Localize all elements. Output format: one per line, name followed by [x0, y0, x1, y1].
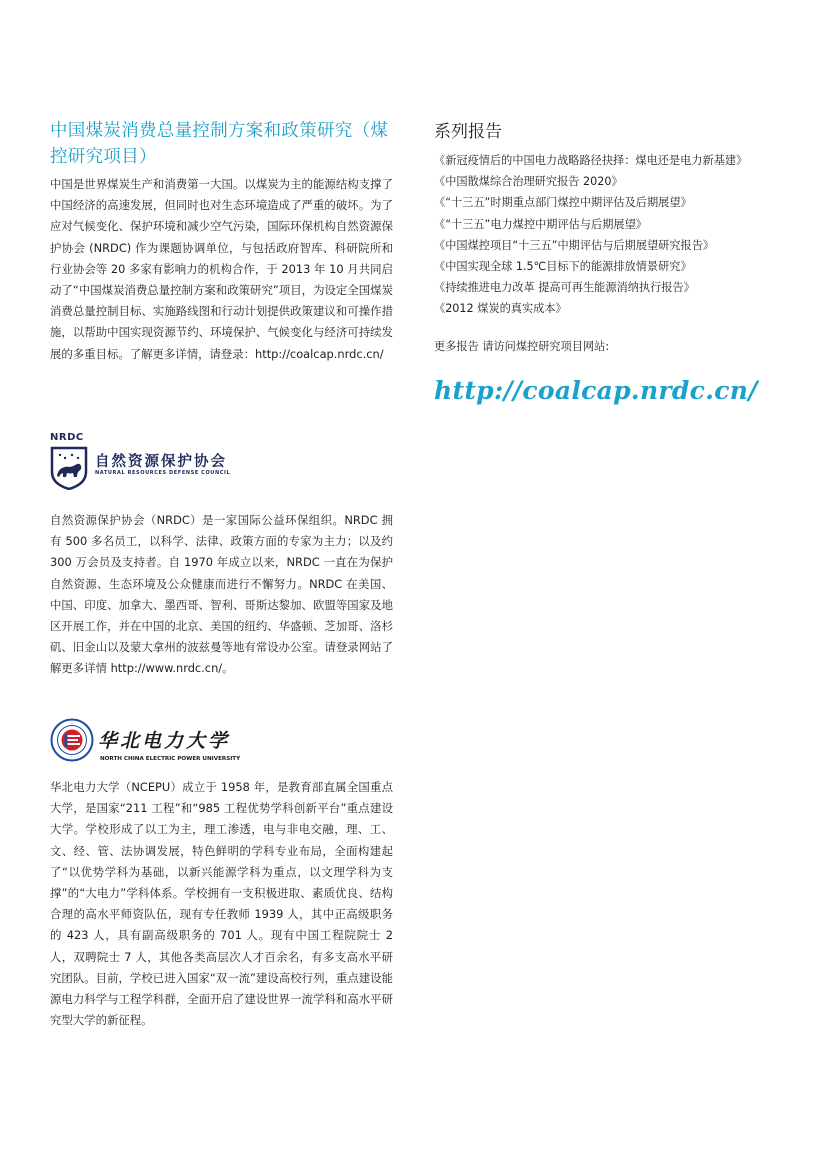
series-title: 系列报告 — [434, 122, 502, 142]
report-item[interactable]: 《“十三五”电力煤控中期评估与后期展望》 — [434, 217, 647, 231]
ncepu-seal-icon — [50, 718, 94, 762]
coalcap-website-link[interactable]: http://coalcap.nrdc.cn/ — [434, 376, 758, 405]
ncepu-name-en: NORTH CHINA ELECTRIC POWER UNIVERSITY — [100, 756, 241, 762]
nrdc-name-en: NATURAL RESOURCES DEFENSE COUNCIL — [95, 470, 231, 476]
ncepu-name-cn: 华北电力大学 — [98, 730, 231, 752]
report-item[interactable]: 《中国实现全球 1.5℃目标下的能源排放情景研究》 — [434, 260, 692, 274]
more-reports-label: 更多报告 请访问煤控研究项目网站: — [434, 340, 610, 353]
project-intro — [50, 174, 393, 365]
ncepu-description-text: 华北电力大学（NCEPU）成立于 1958 年，是教育部直属全国重点大学，是国家“211 工程”和“985 工程优势学科创新平台”重点建设大学。学校形成了以工为主，理工渗透，电与非电交融，理、工、文、经、管、法协调发展，特色鲜明的学科专业布局，全面构建起了“以优势学科为基础，以新兴能源学科为重点，以文理学科为支撑”的“大电力”学科体系。学校拥有一支积极进取、素质优良、结构合理的高水平师资队伍，现有专任教师 1939 人，其中正高级职务的 423 人，具有副高级职务的 701 人。现有中国工程院院士 2 人，双聘院士 7 人，其他各类高层次人才百余名，有多支高水平研究团队。目前，学校已进入国家“双一流”建设高校行列，重点建设能源电力科学与工程学科群，全面开启了建设世界一流学科和高水平研究型大学的新征程。 — [50, 780, 393, 1028]
nrdc-description — [50, 510, 393, 680]
polar-bear-shield-icon — [50, 446, 88, 490]
report-item[interactable]: 《2012 煤炭的真实成本》 — [434, 302, 567, 316]
nrdc-abbrev: NRDC — [50, 432, 84, 443]
project-title: 中国煤炭消费总量控制方案和政策研究（煤控研究项目） — [50, 121, 389, 167]
report-item[interactable]: 《“十三五”时期重点部门煤控中期评估及后期展望》 — [434, 196, 692, 210]
report-item[interactable]: 《中国煤控项目“十三五”中期评估与后期展望研究报告》 — [434, 238, 715, 252]
nrdc-description-text: 自然资源保护协会（NRDC）是一家国际公益环保组织。NRDC 拥有 500 多名员工，以科学、法律、政策方面的专家为主力；以及约 300 万会员及支持者。自 1970 年成立以来，NRDC 一直在为保护自然资源、生态环境及公众健康而进行不懈努力。NRDC 在美国、中国、印度、加拿大、墨西哥、智利、哥斯达黎加、欧盟等国家及地区开展工作，并在中国的北京、美国的纽约、华盛顿、芝加哥、洛杉矶、旧金山以及蒙大拿州的波兹曼等地有常设办公室。请登录网站了解更多详情 http://www.nrdc.cn/。 — [50, 513, 393, 676]
project-intro-text: 中国是世界煤炭生产和消费第一大国。以煤炭为主的能源结构支撑了中国经济的高速发展，但同时也对生态环境造成了严重的破坏。为了应对气候变化、保护环境和减少空气污染，国际环保机构自然资源保护协会 (NRDC) 作为课题协调单位，与包括政府智库、科研院所和行业协会等 20 多家有影响力的机构合作，于 2013 年 10 月共同启动了“中国煤炭消费总量控制方案和政策研究”项目，为设定全国煤炭消费总量控制目标、实施路线图和行动计划提供政策建议和可操作措施，以帮助中国实现资源节约、环境保护、气候变化与经济可持续发展的多重目标。了解更多详情，请登录：http://coalcap.nrdc.cn/ — [50, 177, 393, 361]
nrdc-logo — [50, 432, 250, 492]
nrdc-name-cn: 自然资源保护协会 — [95, 454, 227, 470]
ncepu-description — [50, 777, 393, 1031]
report-item[interactable]: 《新冠疫情后的中国电力战略路径抉择：煤电还是电力新基建》 — [434, 154, 748, 167]
report-list — [434, 150, 814, 320]
report-item[interactable]: 《持续推进电力改革 提高可再生能源消纳执行报告》 — [434, 281, 695, 295]
ncepu-logo — [50, 718, 250, 768]
report-item[interactable]: 《中国散煤综合治理研究报告 2020》 — [434, 175, 623, 189]
